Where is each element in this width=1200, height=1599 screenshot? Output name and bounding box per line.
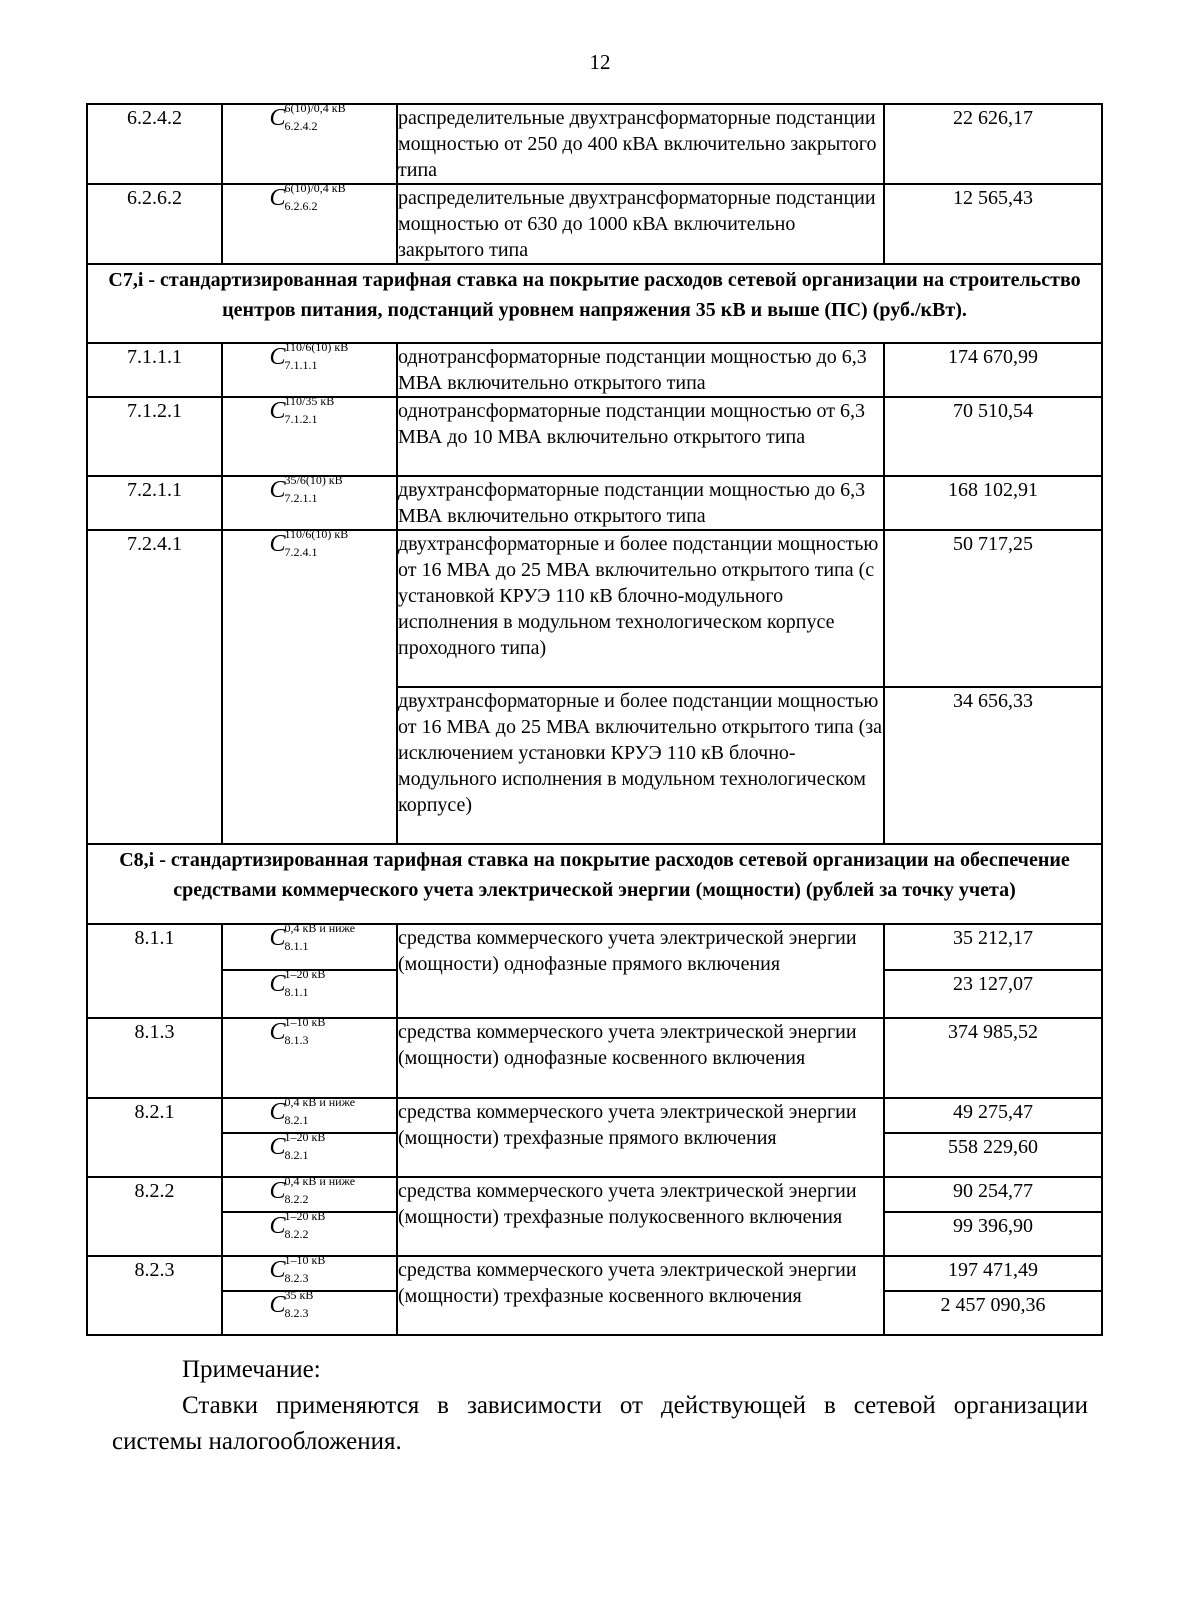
table-row bbox=[87, 530, 1102, 687]
row-description: средства коммерческого учета электрической энергии (мощности) однофазные косвенного включения bbox=[397, 1018, 884, 1098]
row-value: 90 254,77 bbox=[884, 1177, 1102, 1212]
row-description: двухтрансформаторные и более подстанции мощностью от 16 МВА до 25 МВА включительно открытого типа (с установкой КРУЭ 110 кВ блочно-модульного исполнения в модульном технологическом корпусе проходного типа) bbox=[397, 530, 884, 687]
rate-symbol: C 35 кВ 8.2.3 bbox=[222, 1291, 397, 1335]
rate-symbol: C 110/6(10) кВ 7.2.4.1 bbox=[222, 530, 397, 844]
row-code: 8.2.1 bbox=[87, 1098, 222, 1177]
rate-symbol: C 1–10 кВ 8.1.3 bbox=[222, 1018, 397, 1098]
row-code: 7.2.4.1 bbox=[87, 530, 222, 844]
note bbox=[112, 1352, 1088, 1460]
row-description: распределительные двухтрансформаторные подстанции мощностью от 250 до 400 кВА включительно закрытого типа bbox=[397, 104, 884, 184]
table-row bbox=[87, 1256, 1102, 1291]
row-value: 35 212,17 bbox=[884, 924, 1102, 970]
row-description: средства коммерческого учета электрической энергии (мощности) трехфазные прямого включения bbox=[397, 1098, 884, 1177]
rate-symbol: C 0,4 кВ и ниже 8.2.2 bbox=[222, 1177, 397, 1212]
row-value: 174 670,99 bbox=[884, 343, 1102, 397]
row-code: 6.2.6.2 bbox=[87, 184, 222, 264]
section-header-row bbox=[87, 264, 1102, 343]
row-code: 8.2.2 bbox=[87, 1177, 222, 1256]
table-row bbox=[87, 476, 1102, 530]
rate-symbol: C 1–20 кВ 8.2.2 bbox=[222, 1212, 397, 1256]
row-description: распределительные двухтрансформаторные подстанции мощностью от 630 до 1000 кВА включительно закрытого типа bbox=[397, 184, 884, 264]
row-value: 12 565,43 bbox=[884, 184, 1102, 264]
rate-symbol: C 110/35 кВ 7.1.2.1 bbox=[222, 397, 397, 476]
section-7-header: С7,i - стандартизированная тарифная ставка на покрытие расходов сетевой организации на строительство центров питания, подстанций уровнем напряжения 35 кВ и выше (ПС) (руб./кВт). bbox=[87, 264, 1102, 343]
row-value: 34 656,33 bbox=[884, 687, 1102, 844]
table-row bbox=[87, 924, 1102, 970]
row-description: двухтрансформаторные подстанции мощностью до 6,3 МВА включительно открытого типа bbox=[397, 476, 884, 530]
table-row bbox=[87, 343, 1102, 397]
note-title: Примечание: bbox=[182, 1356, 321, 1383]
row-value: 168 102,91 bbox=[884, 476, 1102, 530]
rate-symbol: C 1–20 кВ 8.2.1 bbox=[222, 1133, 397, 1177]
table-row bbox=[87, 104, 1102, 184]
row-value: 2 457 090,36 bbox=[884, 1291, 1102, 1335]
row-description: средства коммерческого учета электрической энергии (мощности) однофазные прямого включения bbox=[397, 924, 884, 1018]
rate-symbol: C 110/6(10) кВ 7.1.1.1 bbox=[222, 343, 397, 397]
table-row bbox=[87, 1098, 1102, 1133]
row-value: 99 396,90 bbox=[884, 1212, 1102, 1256]
rate-symbol: C 35/6(10) кВ 7.2.1.1 bbox=[222, 476, 397, 530]
row-description: однотрансформаторные подстанции мощностью до 6,3 МВА включительно открытого типа bbox=[397, 343, 884, 397]
table-row bbox=[87, 1177, 1102, 1212]
row-description: средства коммерческого учета электрической энергии (мощности) трехфазные полукосвенного включения bbox=[397, 1177, 884, 1256]
rate-symbol: C 0,4 кВ и ниже 8.1.1 bbox=[222, 924, 397, 970]
row-code: 6.2.4.2 bbox=[87, 104, 222, 184]
table-row bbox=[87, 397, 1102, 476]
row-code: 8.1.3 bbox=[87, 1018, 222, 1098]
table-row bbox=[87, 184, 1102, 264]
rate-symbol: C 1–10 кВ 8.2.3 bbox=[222, 1256, 397, 1291]
rate-symbol: C 6(10)/0,4 кВ 6.2.4.2 bbox=[222, 104, 397, 184]
tariff-table bbox=[86, 103, 1103, 1336]
note-text: Ставки применяются в зависимости от действующей в сетевой организации системы налогообложения. bbox=[112, 1392, 1088, 1455]
row-code: 7.1.2.1 bbox=[87, 397, 222, 476]
rate-symbol: C 1–20 кВ 8.1.1 bbox=[222, 970, 397, 1018]
row-value: 374 985,52 bbox=[884, 1018, 1102, 1098]
row-value: 49 275,47 bbox=[884, 1098, 1102, 1133]
row-value: 70 510,54 bbox=[884, 397, 1102, 476]
table-row bbox=[87, 1018, 1102, 1098]
row-description: средства коммерческого учета электрической энергии (мощности) трехфазные косвенного включения bbox=[397, 1256, 884, 1335]
row-code: 8.1.1 bbox=[87, 924, 222, 1018]
row-description: двухтрансформаторные и более подстанции мощностью от 16 МВА до 25 МВА включительно открытого типа (за исключением установки КРУЭ 110 кВ блочно-модульного исполнения в модульном технологическом корпусе) bbox=[397, 687, 884, 844]
row-value: 558 229,60 bbox=[884, 1133, 1102, 1177]
row-code: 8.2.3 bbox=[87, 1256, 222, 1335]
page-number: 12 bbox=[589, 50, 611, 74]
rate-symbol: C 6(10)/0,4 кВ 6.2.6.2 bbox=[222, 184, 397, 264]
row-value: 22 626,17 bbox=[884, 104, 1102, 184]
row-code: 7.2.1.1 bbox=[87, 476, 222, 530]
row-value: 197 471,49 bbox=[884, 1256, 1102, 1291]
row-code: 7.1.1.1 bbox=[87, 343, 222, 397]
section-header-row bbox=[87, 844, 1102, 924]
section-8-header: С8,i - стандартизированная тарифная ставка на покрытие расходов сетевой организации на обеспечение средствами коммерческого учета электрической энергии (мощности) (рублей за точку учета) bbox=[87, 844, 1102, 924]
row-value: 50 717,25 bbox=[884, 530, 1102, 687]
row-value: 23 127,07 bbox=[884, 970, 1102, 1018]
rate-symbol: C 0,4 кВ и ниже 8.2.1 bbox=[222, 1098, 397, 1133]
row-description: однотрансформаторные подстанции мощностью от 6,3 МВА до 10 МВА включительно открытого типа bbox=[397, 397, 884, 476]
